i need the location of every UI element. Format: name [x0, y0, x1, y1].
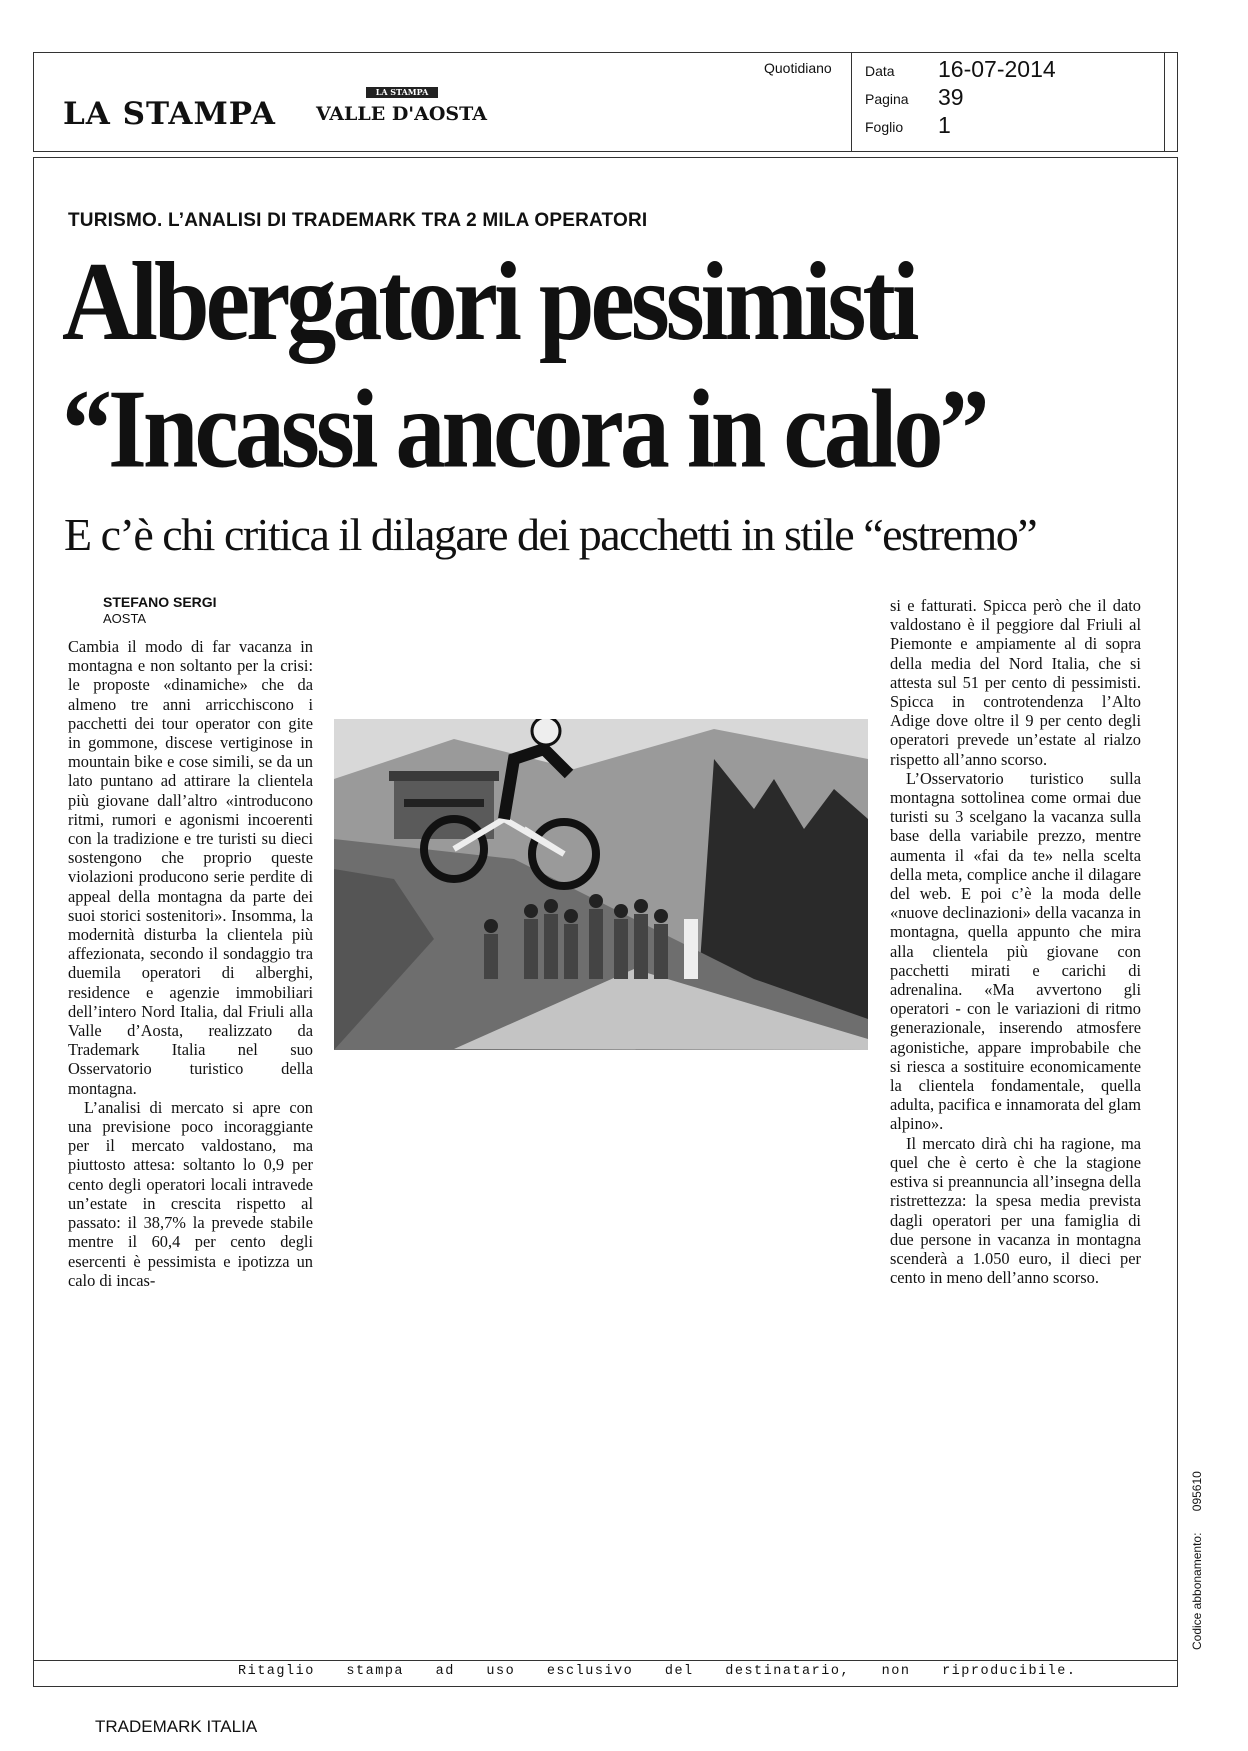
source-label: TRADEMARK ITALIA [95, 1717, 258, 1736]
date-value: 16-07-2014 [938, 56, 1056, 82]
paragraph: si e fatturati. Spicca però che il dato valdostano è il peggiore dal Friuli al Piemonte e ampiamente al di sopra della media del Nord Italia, che si attesta sul 51 per cento di pessimisti. Spicca in controtendenza l’Alto Adige dove oltre il 9 per cento degli operatori prevede un’estate al rialzo rispetto all’anno scorso. [890, 596, 1141, 769]
author-byline: STEFANO SERGI [103, 594, 217, 610]
page-value: 39 [938, 84, 964, 110]
article-kicker: TURISMO. L’ANALISI DI TRADEMARK TRA 2 MILA OPERATORI [68, 210, 648, 231]
page-label: Pagina [865, 91, 909, 107]
paragraph: Cambia il modo di far vacanza in montagna e non soltanto per la crisi: le proposte «dinamiche» che da almeno tre anni arricchiscono i pacchetti dei tour operator con gite in gommone, discese vertiginose in mountain bike e cose simili, se da un lato puntano ad attirare la clientela più giovane dall’altro «introducono ritmi, rumori e agonismi incoerenti con la tradizione e tre turisti su dieci sostengono che proprio queste violazioni producono serie perdite di appeal della montagna da parte dei suoi storici sostenitori». Insomma, la modernità disturba la clientela più affezionata, secondo il sondaggio tra duemila operatori di alberghi, residence e agenzie immobiliari dell’intero Nord Italia, dal Friuli alla Valle d’Aosta, realizzato da Trademark Italia nel suo Osservatorio turistico della montagna. [68, 637, 313, 1098]
headline-line-2: “Incassi ancora in calo” [62, 366, 986, 492]
article-column-right [890, 596, 1141, 1287]
paragraph: Il mercato dirà chi ha ragione, ma quel che è certo è che la stagione estiva si preannuncia all’insegna della ristrettezza: la spesa media prevista dagli operatori per una famiglia di due persone in vacanza in montagna scenderà a 1.050 euro, il dieci per cento in meno dell’anno scorso. [890, 1133, 1141, 1288]
article-photo [334, 719, 868, 1050]
reproduction-notice: Ritaglio stampa ad uso esclusivo del destinatario, non riproducibile. [238, 1664, 1077, 1679]
date-label: Data [865, 63, 895, 79]
paragraph: L’analisi di mercato si apre con una previsione poco incoraggiante per il mercato valdostano, ma piuttosto attesa: soltanto lo 0,9 per cento degli operatori locali intravede un’estate in crescita rispetto al passato: il 38,7% la prevede stabile mentre il 60,4 per cento degli esercenti è pessimista e ipotizza un calo di incas- [68, 1097, 313, 1290]
article-headline [62, 238, 1152, 493]
headline-line-1: Albergatori pessimisti [62, 239, 916, 364]
subscription-number: 095610 [1190, 1471, 1204, 1512]
publication-type: Quotidiano [764, 60, 832, 76]
edition-mini-logo: LA STAMPA [366, 87, 438, 98]
mountain-bike-jump-photo [334, 719, 868, 1050]
article-location: AOSTA [103, 611, 147, 626]
article-subheadline: E c’è chi critica il dilagare dei pacchetti in stile “estremo” [64, 509, 1037, 560]
newspaper-logo: LA STAMPA [63, 96, 276, 132]
sheet-value: 1 [938, 112, 951, 138]
article-column-left [68, 637, 313, 1290]
subscription-code [1190, 1471, 1204, 1650]
subscription-label: Codice abbonamento: [1190, 1532, 1204, 1650]
edition-logo: VALLE D'AOSTA [316, 103, 487, 125]
sheet-label: Foglio [865, 119, 904, 135]
paragraph: L’Osservatorio turistico sulla montagna sottolinea come ormai due turisti su 3 scelgano la vacanza sulla base della variabile prezzo, mentre aumenta il «fai da te» nella scelta della meta, complice anche il dilagare del web. E poi c’è la moda delle «nuove declinazioni» della vacanza in montagna, quella appunto che mira alla clientela più giovane con pacchetti mirati e carichi di adrenalina. «Ma avvertono gli operatori - con le variazioni di ritmo generazionale, inserendo atmosfere agonistiche, appare improbabile che si riesca a sostituire economicamente la clientela fondamentale, quella adulta, pacifica e innamorata del glam alpino». [890, 768, 1141, 1134]
